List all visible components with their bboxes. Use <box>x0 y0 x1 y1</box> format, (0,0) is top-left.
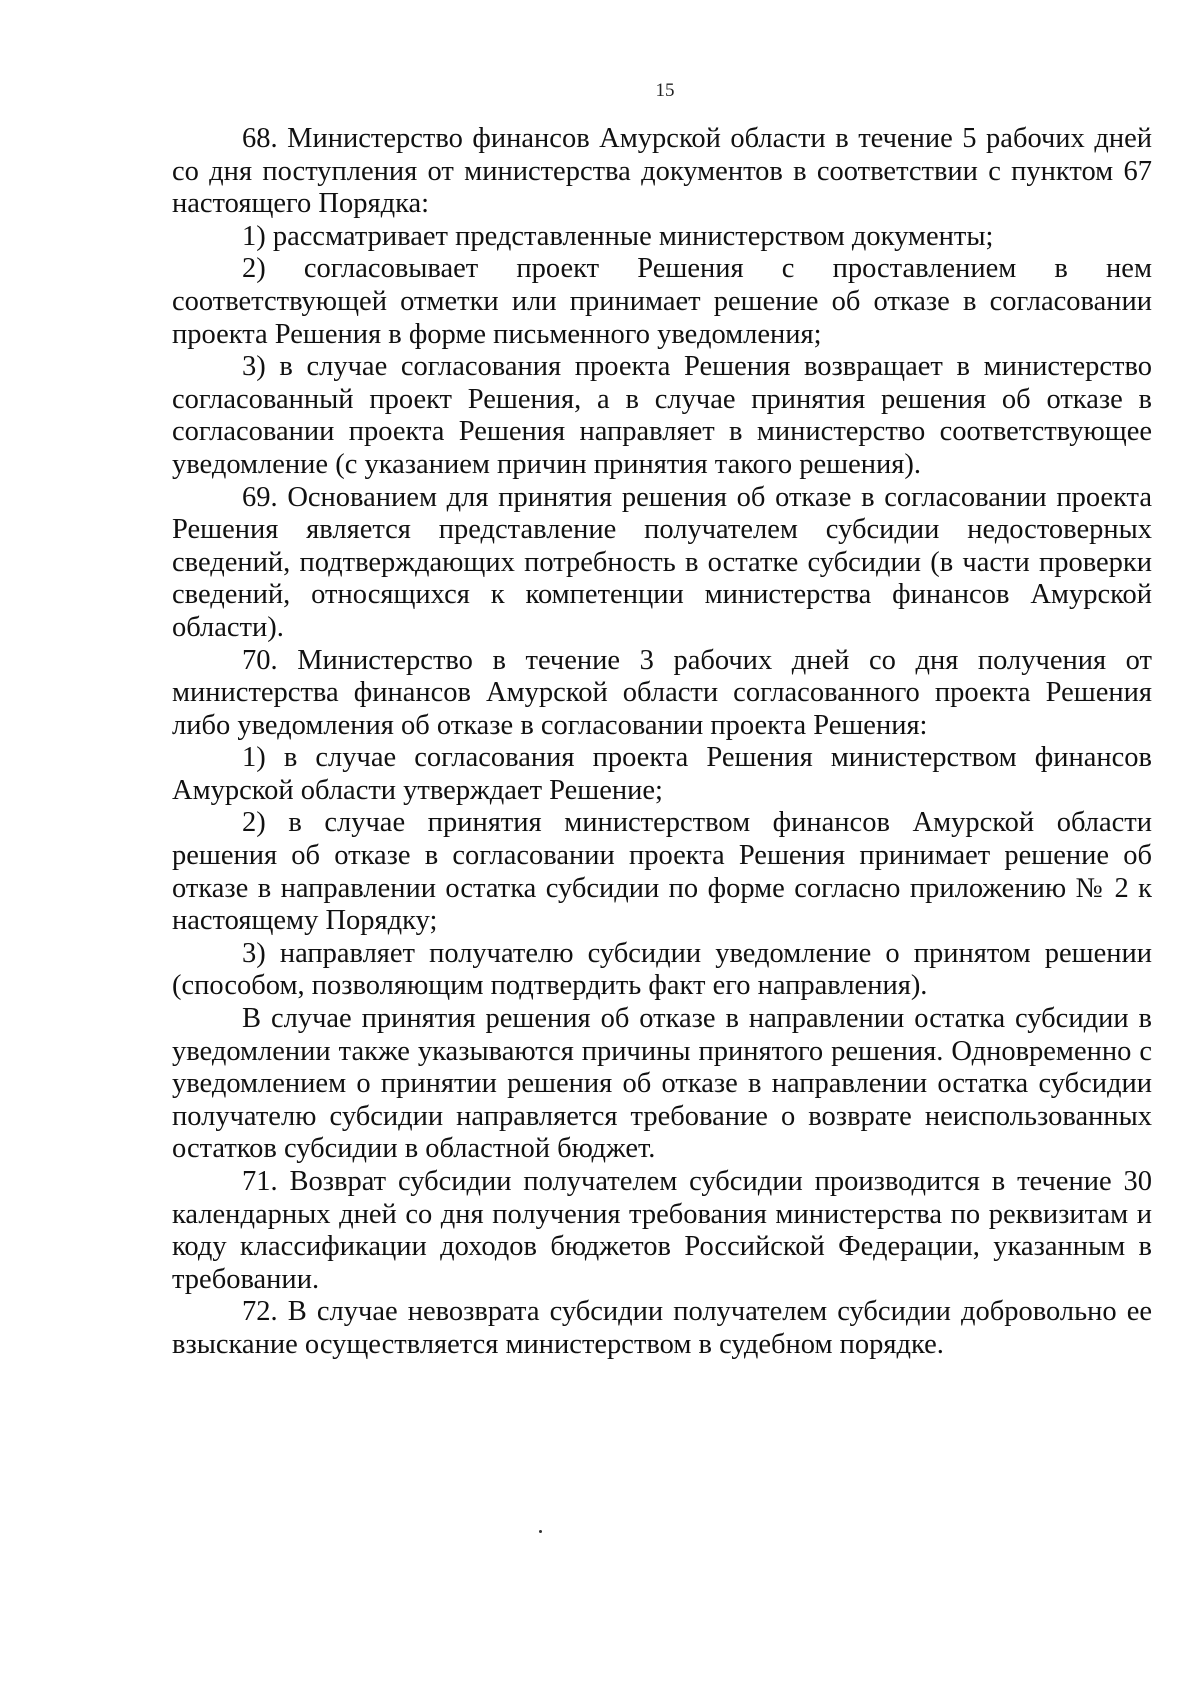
page-number: 15 <box>655 80 675 101</box>
paragraph-70: 70. Министерство в течение 3 рабочих дней со дня получения от министерства финансов Амурской области согласованного проекта Решения либо уведомления об отказе в согласовании проекта Решения: <box>172 644 1152 741</box>
paragraph-68: 68. Министерство финансов Амурской области в течение 5 рабочих дней со дня поступления от министерства документов в соответствии с пунктом 67 настоящего Порядка: <box>172 123 1152 220</box>
paragraph-72: 72. В случае невозврата субсидии получателем субсидии добровольно ее взыскание осуществляется министерством в судебном порядке. <box>172 1296 1152 1360</box>
paragraph-68-item-3: 3) в случае согласования проекта Решения возвращает в министерство согласованный проект Решения, а в случае принятия решения об отказе в согласовании проекта Решения направляет в министерство соответствующее уведомление (с указанием причин принятия такого решения). <box>172 351 1152 480</box>
paragraph-71: 71. Возврат субсидии получателем субсидии производится в течение 30 календарных дней со дня получения требования министерства по реквизитам и коду классификации доходов бюджетов Российской Федерации, указанным в требовании. <box>172 1166 1152 1295</box>
scan-speck <box>539 1530 542 1533</box>
paragraph-70-item-2: 2) в случае принятия министерством финансов Амурской области решения об отказе в согласовании проекта Решения принимает решение об отказе в направлении остатка субсидии по форме согласно приложению № 2 к настоящему Порядку; <box>172 807 1152 937</box>
paragraph-68-item-2: 2) согласовывает проект Решения с проставлением в нем соответствующей отметки или принимает решение об отказе в согласовании проекта Решения в форме письменного уведомления; <box>172 253 1152 350</box>
document-body <box>172 123 1152 1362</box>
paragraph-70-item-1: 1) в случае согласования проекта Решения министерством финансов Амурской области утверждает Решение; <box>172 742 1152 806</box>
paragraph-68-item-1: 1) рассматривает представленные министерством документы; <box>242 220 994 252</box>
paragraph-70-item-3: 3) направляет получателю субсидии уведомление о принятом решении (способом, позволяющим подтвердить факт его направления). <box>172 937 1152 1002</box>
paragraph-70-note: В случае принятия решения об отказе в направлении остатка субсидии в уведомлении также указываются причины принятого решения. Одновременно с уведомлением о принятии решения об отказе в направлении остатка субсидии получателю субсидии направляется требование о возврате неиспользованных остатков субсидии в областной бюджет. <box>172 1003 1152 1165</box>
paragraph-69: 69. Основанием для принятия решения об отказе в согласовании проекта Решения является представление получателем субсидии недостоверных сведений, подтверждающих потребность в остатке субсидии (в части проверки сведений, относящихся к компетенции министерства финансов Амурской области). <box>172 481 1152 643</box>
